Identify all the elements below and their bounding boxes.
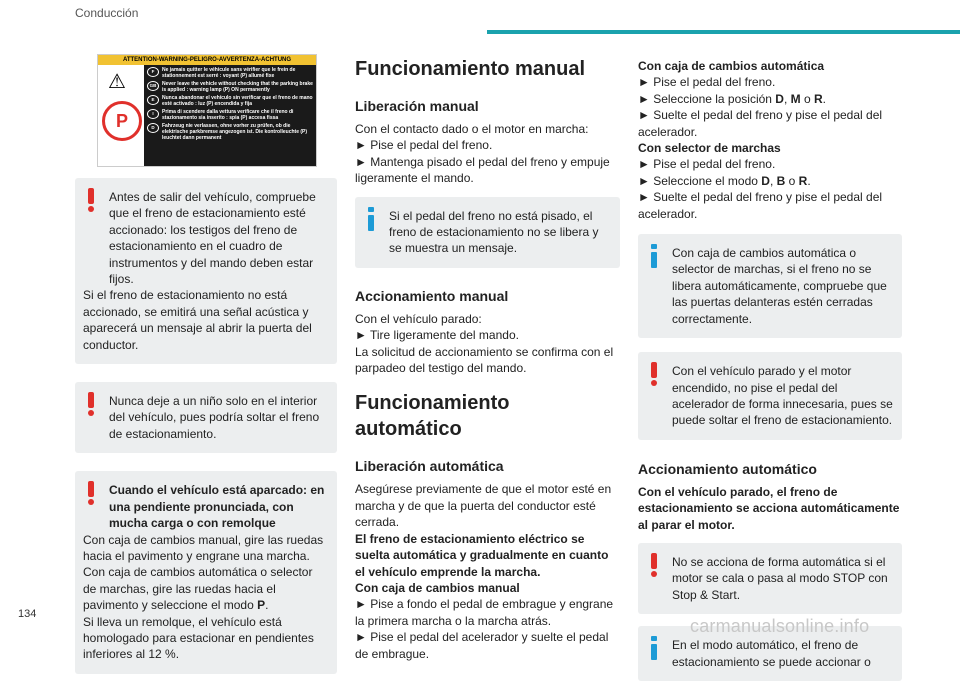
warning-exclamation-icon xyxy=(85,480,97,506)
warning-note-slope: Cuando el vehículo está aparcado: en una pendiente pronunciada, con mucha carga o con remolque Con caja de cambios manual, gire las ruedas hacia el pavimento y engrane una marcha. Con caja de cambios automática o selector de marchas, gire las ruedas hacia el pavimento y seleccione el modo P. Si lleva un remolque, el vehículo está homologado para estacionar en pendientes inferiores al 12 %. xyxy=(75,471,337,673)
header-accent-bar xyxy=(487,30,960,34)
warning-exclamation-icon xyxy=(85,187,97,213)
warning-note-accelerator: Con el vehículo parado y el motor encendido, no pise el pedal del acelerador de forma innecesaria, pues se puede soltar el freno de estacionamiento. xyxy=(638,352,902,440)
step-item: ► Pise el pedal del acelerador y suelte el pedal de embrague. xyxy=(355,630,609,661)
page-number: 134 xyxy=(18,608,37,620)
watermark: carmanualsonline.info xyxy=(690,616,870,636)
warning-note-before-leaving: Antes de salir del vehículo, compruebe que el freno de estacionamiento esté accionado: los testigos del freno de estacionamiento en el cuadro de instrumentos y del mando deben estar fijos. Si el freno de estacionamiento no está accionado, se emitirá una señal acústica y aparecerá un mensaje al abrir la puerta del conductor. xyxy=(75,178,337,364)
label-text-panel xyxy=(144,65,316,166)
heading-automatic-release: Liberación automática xyxy=(355,458,504,475)
info-note-release: Si el pedal del freno no está pisado, el freno de estacionamiento no se libera y se muestra un mensaje. xyxy=(355,197,620,268)
info-note-doors: Con caja de cambios automática o selector de marchas, si el freno no se libera automáticamente, compruebe que las puertas delanteras estén cerradas correctamente. xyxy=(638,234,902,338)
heading-manual-release: Liberación manual xyxy=(355,98,479,114)
column-3: Con caja de cambios automática ► Pise el pedal del freno. ► Seleccione la posición D, M o R. ► Suelte el pedal del freno y pise el pedal del acelerador. Con selector de marchas ► Pise el pedal del freno. ► Seleccione el modo D, B o R. ► Suelte el pedal del freno y pise el pedal del acelerador. Con caja de cambios automática o selector de marchas, si el freno no se libera automáticamente, compruebe que las puertas delanteras estén cerradas correctamente. Con el vehículo parado y el motor encendido, no pise el pedal del acelerador de forma innecesaria, pues se puede soltar el freno de estacionamiento. Accionamiento automático Con el vehículo parado, el freno de estacionamiento se acciona automáticamente al parar el motor. No se acciona de forma automática si el motor se cala o pasa al modo STOP con Stop & Start. En el modo automático, el freno de estacionamiento se puede accionar o xyxy=(638,58,902,681)
warning-note-child: Nunca deje a un niño solo en el interior del vehículo, pues podría soltar el freno de estacionamiento. xyxy=(75,382,337,453)
label-line: E Nunca abandonar el vehículo sin verificar que el freno de mano esté activado : luz (P) encendida y fija xyxy=(147,95,313,107)
step-item: ► Pise el pedal del freno. xyxy=(355,138,493,153)
label-line: D Fahrzeug nie verlassen, ohne vorher zu prüfen, ob die elektrische parkbremse angezogen ist. Die kontrolleuchte (P) leuchtet dann permanent xyxy=(147,123,313,141)
label-line: GB Never leave the vehicle without checking that the parking brake is applied : warning lamp (P) ON permanently xyxy=(147,81,313,93)
step-item: ► Suelte el pedal del freno y pise el pedal del acelerador. xyxy=(638,190,883,221)
step-item: ► Suelte el pedal del freno y pise el pedal del acelerador. xyxy=(638,108,883,139)
warning-triangle-icon: ⚠ xyxy=(108,71,126,93)
label-line: I Prima di scendere dalla vettura verificare che il freno di stazionamento sia inserito : spia (P) accesa fissa xyxy=(147,109,313,121)
warning-note-stall: No se acciona de forma automática si el motor se cala o pasa al modo STOP con Stop & Start. xyxy=(638,543,902,614)
heading-manual-operation: Funcionamiento manual xyxy=(355,58,586,80)
parking-brake-warning-label xyxy=(97,54,317,167)
step-item: ► Tire ligeramente del mando. xyxy=(355,328,519,343)
heading-manual-apply: Accionamiento manual xyxy=(355,287,509,304)
heading-automatic-operation: Funcionamiento automático xyxy=(355,392,510,441)
section-title: Conducción xyxy=(75,6,139,20)
step-item: ► Pise a fondo el pedal de embrague y engrane la primera marcha o la marcha atrás. xyxy=(355,597,614,628)
step-item: ► Seleccione el modo D, B o R. xyxy=(638,173,811,188)
step-item: ► Mantenga pisado el pedal del freno y empuje ligeramente el mando. xyxy=(355,154,610,186)
label-banner: ATTENTION-WARNING-PELIGRO-AVVERTENZA-ACHTUNG xyxy=(98,55,316,65)
column-2: Funcionamiento manual Liberación manual Con el contacto dado o el motor en marcha: ► Pise el pedal del freno. ► Mantenga pisado el pedal del freno y empuje ligeramente el mando. Si el pedal del freno no está pisado, el freno de estacionamiento no se libera y se muestra un mensaje. Accionamiento manual Con el vehículo parado: ► Tire ligeramente del mando. La solicitud de accionamiento se confirma con el parpadeo del testigo del mando. Funcionamiento automático Liberación automática Asegúrese previamente de que el motor esté en marcha y de que la puerta del conductor esté cerrada. El freno de estacionamiento eléctrico se suelta automática y gradualmente en cuanto el vehículo emprende la marcha. Con caja de cambios manual ► Pise a fondo el pedal de embrague y engrane la primera marcha o la marcha atrás. ► Pise el pedal del acelerador y suelte el pedal de embrague. xyxy=(355,46,620,662)
step-item: ► Pise el pedal del freno. xyxy=(638,157,776,172)
warning-exclamation-icon xyxy=(648,552,660,578)
step-item: ► Pise el pedal del freno. xyxy=(638,75,776,90)
warning-exclamation-icon xyxy=(85,391,97,417)
info-icon xyxy=(648,243,660,269)
info-icon xyxy=(648,635,660,661)
info-icon xyxy=(365,206,377,232)
column-1 xyxy=(75,46,337,674)
warning-exclamation-icon xyxy=(648,361,660,387)
heading-automatic-apply: Accionamiento automático xyxy=(638,460,817,477)
info-note-auto-mode: En el modo automático, el freno de estacionamiento se puede accionar o xyxy=(638,626,902,681)
label-line: F Ne jamais quitter le véhicule sans vérifier que le frein de stationnement est serré : voyant (P) allumé fixe xyxy=(147,67,313,79)
step-item: ► Seleccione la posición D, M o R. xyxy=(638,91,826,106)
parking-brake-icon: P xyxy=(102,101,142,141)
